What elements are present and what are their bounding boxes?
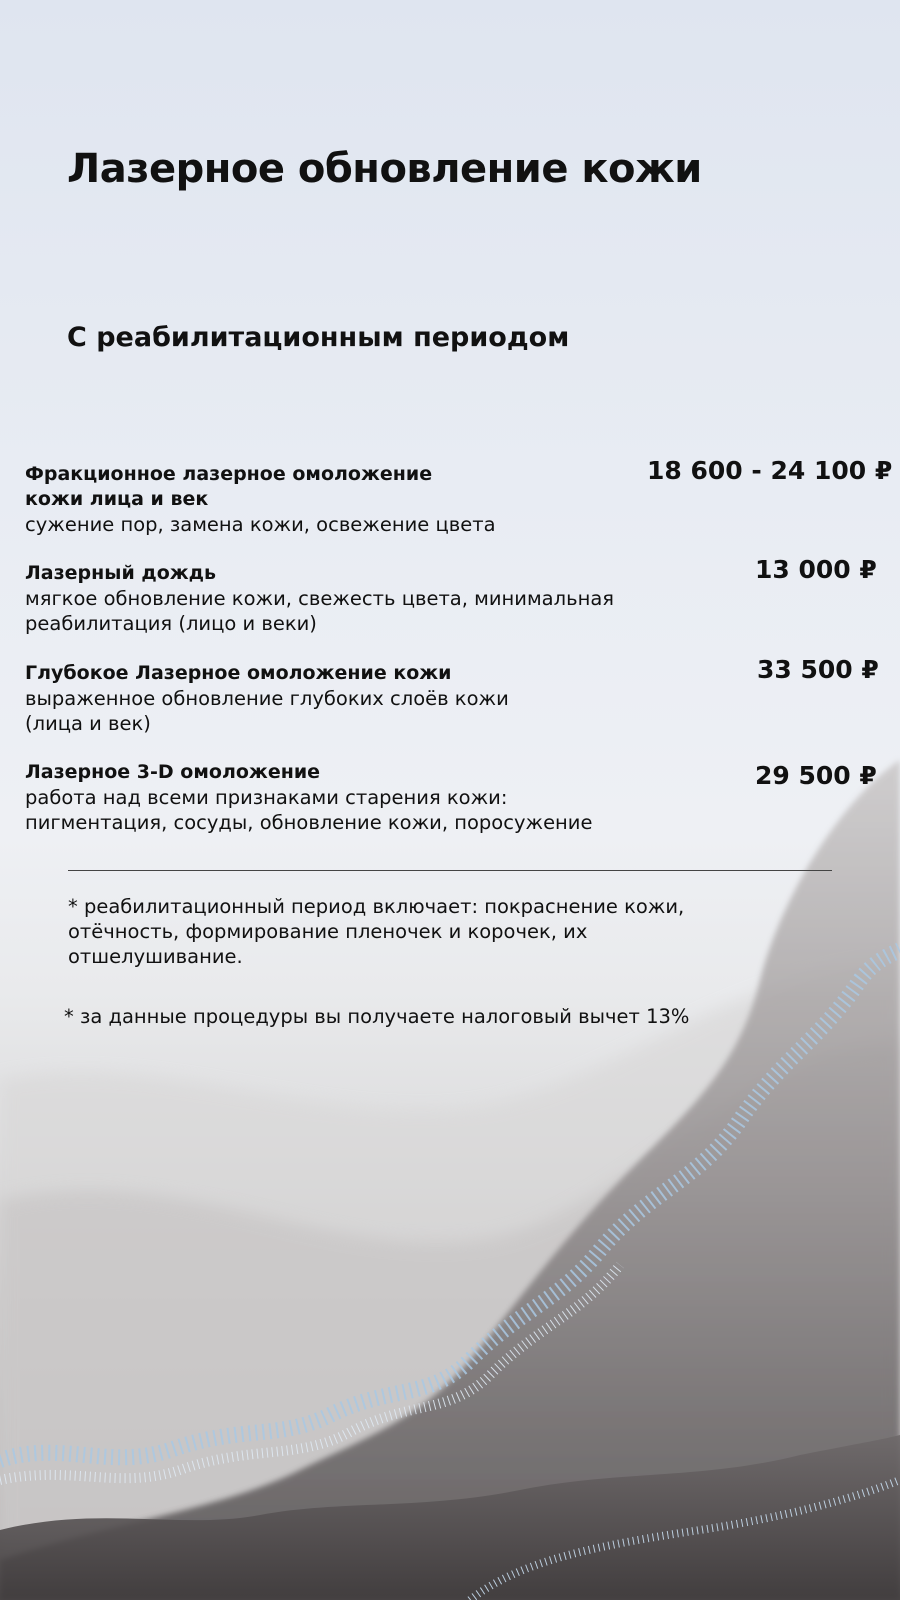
service-name: Глубокое Лазерное омоложение кожи [25,662,452,684]
service-price: 33 500 ₽ [757,655,879,684]
page-title: Лазерное обновление кожи [67,146,702,192]
section-subtitle: С реабилитационным периодом [67,322,570,353]
service-description: мягкое обновление кожи, свежесть цвета, минимальная реабилитация (лицо и веки) [25,587,615,635]
service-price: 29 500 ₽ [755,761,877,790]
service-description: работа над всеми признаками старения кожи: пигментация, сосуды, обновление кожи, поросужение [25,786,593,834]
service-price: 13 000 ₽ [755,555,877,584]
service-price: 18 600 - 24 100 ₽ [647,456,893,485]
service-name: Лазерное 3-D омоложение [25,761,321,783]
tax-footnote: * за данные процедуры вы получаете налоговый вычет 13% [64,1005,690,1028]
service-name: Лазерный дождь [25,562,217,584]
service-name: Фракционное лазерное омоложение кожи лица и век [25,463,433,510]
rehab-footnote: * реабилитационный период включает: покраснение кожи, отёчность, формирование пленочек и корочек, их отшелушивание. [68,895,685,968]
divider [68,870,832,871]
service-description: сужение пор, замена кожи, освежение цвета [25,513,496,536]
service-description: выраженное обновление глубоких слоёв кожи (лица и век) [25,687,509,735]
service-item [25,661,885,736]
